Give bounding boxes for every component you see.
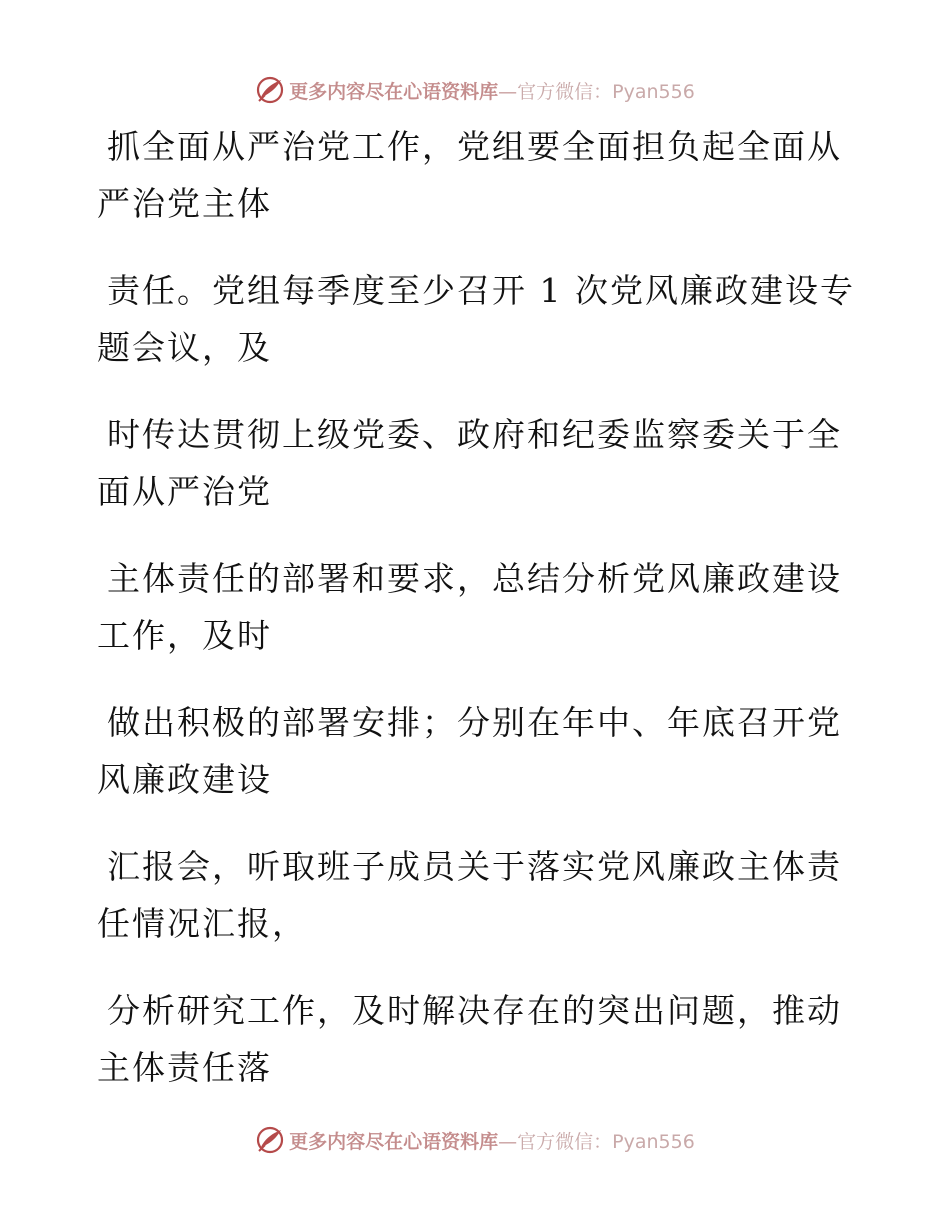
paragraph-line: 风廉政建设 — [97, 760, 272, 799]
paragraph-line: 抓全面从严治党工作，党组要全面担负起全面从 — [107, 127, 842, 166]
paragraph-line: 汇报会，听取班子成员关于落实党风廉政主体责 — [107, 847, 842, 886]
paragraph — [97, 406, 857, 520]
paragraph-line: 主体责任的部署和要求，总结分析党风廉政建设 — [107, 559, 842, 598]
quill-logo-icon — [255, 75, 285, 105]
document-body — [97, 118, 857, 1126]
watermark-contact: 官方微信：Pyan556 — [517, 80, 695, 103]
paragraph-line: 责任。党组每季度至少召开 1 次党风廉政建设专 — [107, 271, 855, 310]
paragraph — [97, 550, 857, 664]
paragraph — [97, 118, 857, 232]
watermark-text — [289, 1127, 695, 1154]
paragraph-line: 题会议，及 — [97, 328, 272, 367]
paragraph-line: 时传达贯彻上级党委、政府和纪委监察委关于全 — [107, 415, 842, 454]
footer-watermark — [0, 1120, 950, 1160]
watermark-text — [289, 77, 695, 104]
paragraph-line: 任情况汇报， — [97, 904, 307, 943]
paragraph-line: 分析研究工作，及时解决存在的突出问题，推动 — [107, 991, 842, 1030]
watermark-site-name: 更多内容尽在心语资料库 — [289, 80, 499, 103]
paragraph-line: 工作，及时 — [97, 616, 272, 655]
paragraph — [97, 262, 857, 376]
watermark-contact: 官方微信：Pyan556 — [517, 1130, 695, 1153]
paragraph — [97, 982, 857, 1096]
paragraph-line: 面从严治党 — [97, 472, 272, 511]
paragraph — [97, 694, 857, 808]
header-watermark — [0, 70, 950, 110]
paragraph — [97, 838, 857, 952]
quill-logo-icon — [255, 1125, 285, 1155]
paragraph-line: 严治党主体 — [97, 184, 272, 223]
paragraph-line: 做出积极的部署安排；分别在年中、年底召开党 — [107, 703, 842, 742]
watermark-separator: — — [498, 1130, 518, 1153]
paragraph-line: 主体责任落 — [97, 1048, 272, 1087]
watermark-separator: — — [498, 80, 518, 103]
watermark-site-name: 更多内容尽在心语资料库 — [289, 1130, 499, 1153]
